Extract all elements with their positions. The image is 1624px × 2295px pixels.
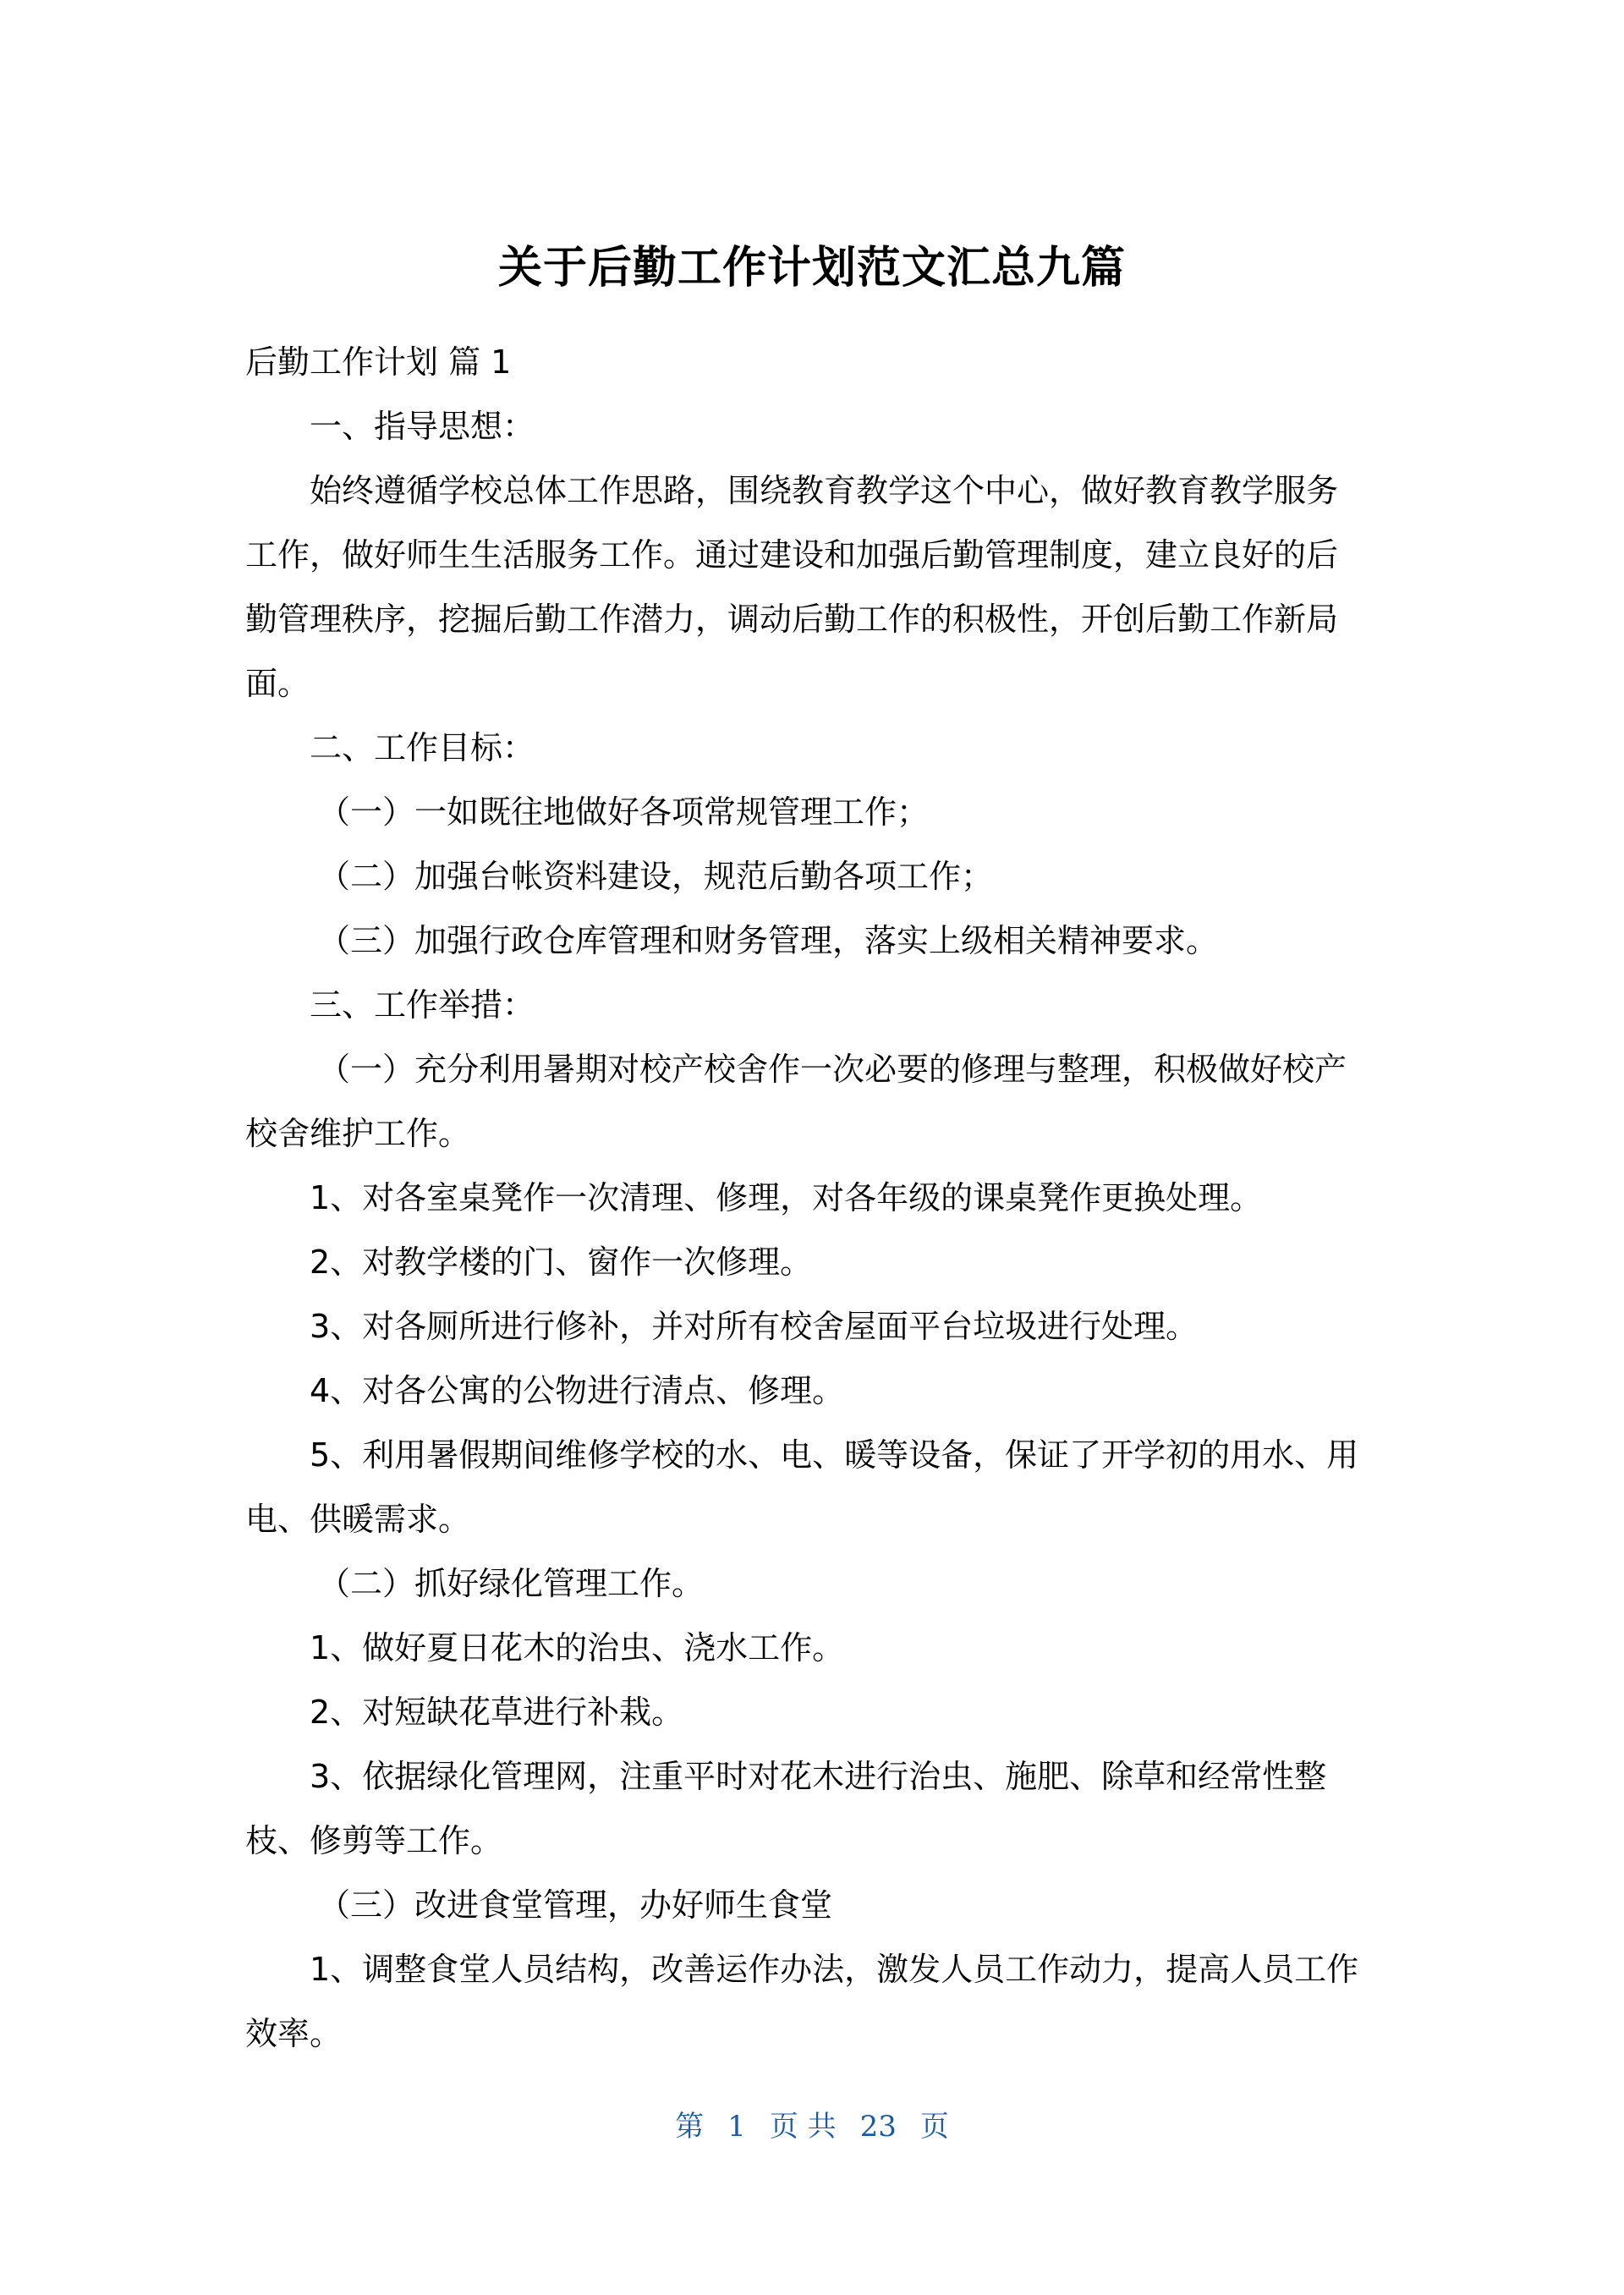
text-line: 工作，做好师生生活服务工作。通过建设和加强后勤管理制度，建立良好的后 bbox=[245, 536, 1339, 574]
text-line: 1、调整食堂人员结构，改善运作办法，激发人员工作动力，提高人员工作 bbox=[310, 1951, 1359, 1988]
text-line: 4、对各公寓的公物进行清点、修理。 bbox=[310, 1372, 845, 1409]
text-line: 三、工作举措： bbox=[310, 986, 535, 1024]
text-line: （二）加强台帐资料建设，规范后勤各项工作； bbox=[318, 858, 994, 895]
text-line: 3、依据绿化管理网，注重平时对花木进行治虫、施肥、除草和经常性整 bbox=[310, 1758, 1327, 1795]
text-line: 校舍维护工作。 bbox=[245, 1115, 471, 1152]
text-line: 勤管理秩序，挖掘后勤工作潜力，调动后勤工作的积极性，开创后勤工作新局 bbox=[245, 601, 1339, 638]
text-line: 面。 bbox=[245, 665, 310, 702]
text-line: 1、做好夏日花木的治虫、浇水工作。 bbox=[310, 1629, 845, 1666]
text-line: 5、利用暑假期间维修学校的水、电、暖等设备，保证了开学初的用水、用 bbox=[310, 1436, 1359, 1474]
footer-prefix: 第 bbox=[675, 2110, 705, 2144]
document-body bbox=[245, 330, 1379, 2066]
text-line: （二）抓好绿化管理工作。 bbox=[318, 1565, 705, 1602]
text-line: 2、对短缺花草进行补栽。 bbox=[310, 1694, 684, 1731]
footer-suffix: 页 bbox=[919, 2110, 949, 2144]
text-line: （一）充分利用暑期对校产校舍作一次必要的修理与整理，积极做好校产 bbox=[318, 1051, 1347, 1088]
text-line: 枝、修剪等工作。 bbox=[245, 1822, 503, 1859]
footer-total-pages: 23 bbox=[859, 2110, 897, 2144]
text-line: （三）改进食堂管理，办好师生食堂 bbox=[318, 1886, 833, 1924]
footer-page-number: 1 bbox=[727, 2110, 746, 2144]
text-line: 效率。 bbox=[245, 2015, 343, 2052]
text-line: 二、工作目标： bbox=[310, 729, 535, 766]
text-line: 电、供暖需求。 bbox=[245, 1501, 471, 1538]
text-line: 一、指导思想： bbox=[310, 408, 535, 445]
text-line: （一）一如既往地做好各项常规管理工作； bbox=[318, 793, 930, 831]
text-line: 2、对教学楼的门、窗作一次修理。 bbox=[310, 1244, 813, 1281]
document-title: 关于后勤工作计划范文汇总九篇 bbox=[497, 243, 1126, 294]
text-line: （三）加强行政仓库管理和财务管理，落实上级相关精神要求。 bbox=[318, 922, 1219, 959]
footer-middle: 页 共 bbox=[769, 2110, 837, 2144]
text-line: 后勤工作计划 篇 1 bbox=[245, 343, 512, 381]
page-footer bbox=[0, 2106, 1624, 2147]
text-line: 3、对各厕所进行修补，并对所有校舍屋面平台垃圾进行处理。 bbox=[310, 1308, 1199, 1345]
text-line: 1、对各室桌凳作一次清理、修理，对各年级的课桌凳作更换处理。 bbox=[310, 1179, 1263, 1216]
text-line: 始终遵循学校总体工作思路，围绕教育教学这个中心，做好教育教学服务 bbox=[310, 472, 1339, 509]
